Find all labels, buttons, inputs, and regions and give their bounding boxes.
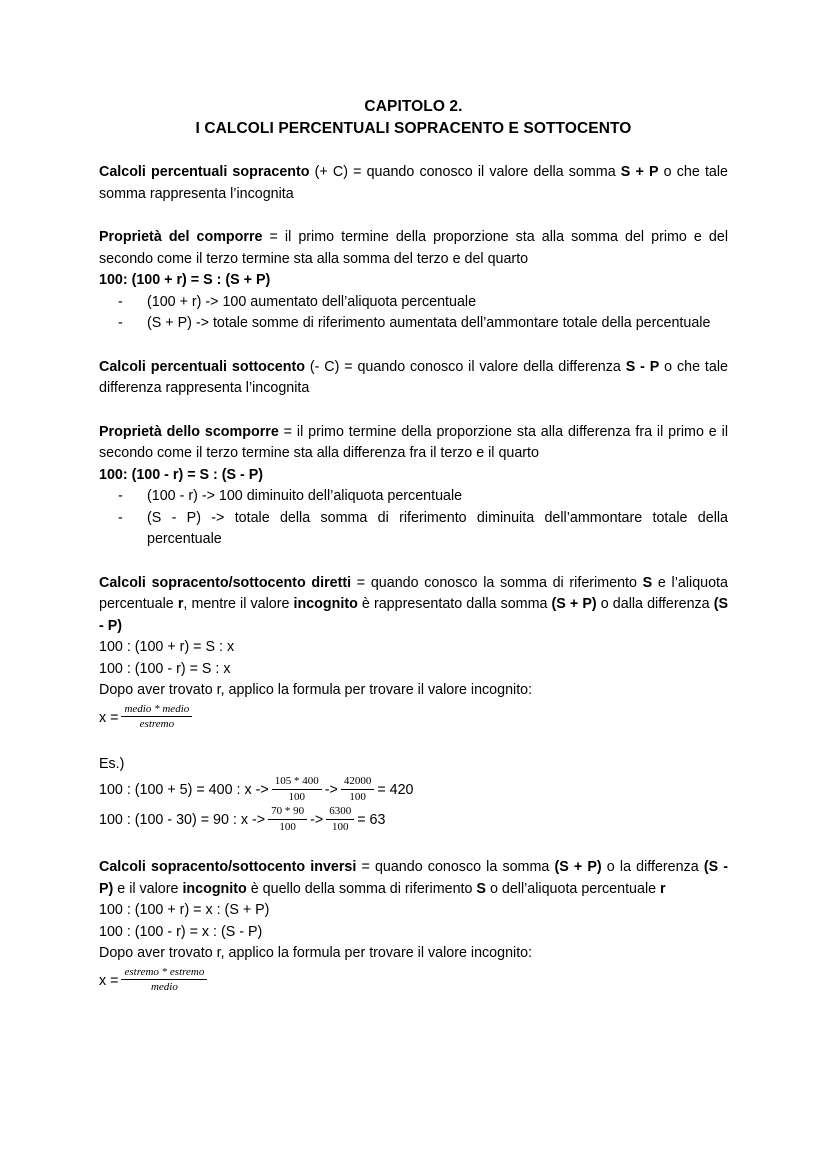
inversi-proportion-line-2: 100 : (100 - r) = x : (S - P) bbox=[99, 923, 263, 940]
esempio-label: Es.) bbox=[99, 755, 125, 772]
inversi-bold-3: incognito bbox=[182, 880, 247, 897]
esempio-arrow: -> bbox=[324, 782, 338, 799]
section-sottocento bbox=[99, 357, 728, 400]
inversi-text-1: = quando conosco la somma bbox=[356, 859, 555, 876]
scomporre-heading: Proprietà dello scomporre bbox=[99, 423, 279, 440]
fraction bbox=[268, 805, 307, 833]
esempio-result: = 420 bbox=[377, 782, 414, 799]
title-line-2: I CALCOLI PERCENTUALI SOPRACENTO E SOTTOCENTO bbox=[195, 120, 632, 137]
section-sopracento bbox=[99, 162, 728, 205]
diretti-text-1: = quando conosco la somma di riferimento bbox=[351, 574, 643, 591]
diretti-proportion-line-1: 100 : (100 + r) = S : x bbox=[99, 639, 235, 655]
esempio-row bbox=[99, 805, 728, 835]
fraction-denominator: medio bbox=[150, 981, 178, 994]
sopracento-text-1: (+ C) = quando conosco il valore della somma bbox=[309, 164, 621, 180]
diretti-bold-2: r bbox=[177, 596, 184, 612]
scomporre-bullet-list bbox=[99, 486, 728, 551]
esempio-arrow: -> bbox=[310, 812, 324, 829]
section-inversi bbox=[99, 857, 728, 900]
diretti-proportion-line-2: 100 : (100 - r) = S : x bbox=[99, 660, 231, 677]
inversi-bold-4: S bbox=[476, 880, 486, 897]
sopracento-text-2: o che tale somma rappresenta l’incognita bbox=[99, 164, 728, 202]
diretti-text-4: è rappresentato dalla somma bbox=[357, 596, 552, 612]
diretti-bold-1: S bbox=[642, 574, 653, 591]
diretti-note: Dopo aver trovato r, applico la formula per trovare il valore incognito: bbox=[99, 682, 533, 698]
sopracento-heading: Calcoli percentuali sopracento bbox=[99, 164, 310, 180]
fraction-numerator: 6300 bbox=[326, 805, 354, 820]
esempio-result: = 63 bbox=[357, 812, 386, 829]
fraction-numerator: 42000 bbox=[341, 775, 375, 790]
diretti-text-2: e l’aliquota percentuale bbox=[99, 574, 728, 612]
scomporre-formula: 100: (100 - r) = S : (S - P) bbox=[99, 466, 264, 483]
sopracento-bold-inline: S + P bbox=[620, 164, 659, 180]
diretti-bold-5: (S - P) bbox=[99, 596, 729, 634]
fraction-numerator: estremo * estremo bbox=[121, 966, 207, 981]
fraction-denominator: 100 bbox=[331, 820, 349, 833]
esempio-prefix: 100 : (100 + 5) = 400 : x -> bbox=[99, 782, 269, 799]
fraction bbox=[326, 805, 354, 833]
section-diretti bbox=[99, 573, 728, 638]
list-item: - (100 - r) -> 100 diminuito dell’aliquota percentuale bbox=[99, 486, 728, 508]
comporre-heading: Proprietà del comporre bbox=[99, 229, 263, 245]
sottocento-text-1: (- C) = quando conosco il valore della differenza bbox=[304, 358, 626, 375]
fraction-denominator: 100 bbox=[349, 790, 366, 803]
fraction bbox=[272, 775, 322, 803]
inversi-text-3: e il valore bbox=[113, 880, 183, 897]
inversi-formula bbox=[99, 967, 728, 995]
fraction-numerator: medio * medio bbox=[121, 703, 192, 718]
fraction-denominator: 100 bbox=[288, 790, 305, 803]
inversi-bold-5: r bbox=[660, 880, 666, 897]
diretti-heading: Calcoli sopracento/sottocento diretti bbox=[99, 574, 352, 591]
scomporre-text: = il primo termine della proporzione sta alla differenza fra il primo e il secondo come il terzo termine sta alla differenza fra il terzo e il quarto bbox=[99, 423, 728, 461]
inversi-note: Dopo aver trovato r, applico la formula per trovare il valore incognito: bbox=[99, 945, 533, 962]
diretti-formula bbox=[99, 704, 728, 732]
sottocento-heading: Calcoli percentuali sottocento bbox=[99, 358, 305, 375]
inversi-text-4: è quello della somma di riferimento bbox=[246, 880, 477, 897]
fraction-denominator: estremo bbox=[139, 718, 175, 731]
diretti-text-5: o dalla differenza bbox=[596, 596, 714, 612]
comporre-bullet-list bbox=[99, 292, 728, 335]
sottocento-bold-inline: S - P bbox=[625, 358, 660, 375]
inversi-text-2: o la differenza bbox=[601, 859, 704, 876]
list-item: - (S - P) -> totale della somma di riferimento diminuita dell’ammontare totale della percentuale bbox=[99, 508, 728, 551]
inversi-proportion-line-1: 100 : (100 + r) = x : (S + P) bbox=[99, 902, 270, 919]
diretti-text-3: , mentre il valore bbox=[183, 596, 294, 612]
fraction bbox=[121, 703, 192, 731]
inversi-text-5: o dell’aliquota percentuale bbox=[485, 880, 661, 897]
comporre-formula: 100: (100 + r) = S : (S + P) bbox=[99, 272, 271, 288]
diretti-bold-3: incognito bbox=[293, 596, 358, 612]
title-line-1: CAPITOLO 2. bbox=[364, 98, 463, 115]
fraction-numerator: 105 * 400 bbox=[272, 775, 322, 790]
list-item: - (100 + r) -> 100 aumentato dell’aliquota percentuale bbox=[99, 292, 728, 314]
fraction-numerator: 70 * 90 bbox=[268, 805, 307, 820]
sottocento-text-2: o che tale differenza rappresenta l’incognita bbox=[99, 358, 728, 396]
fraction bbox=[121, 966, 207, 994]
comporre-text: = il primo termine della proporzione sta alla somma del primo e del secondo come il terzo termine sta alla somma del terzo e del quarto bbox=[99, 229, 728, 267]
inversi-heading: Calcoli sopracento/sottocento inversi bbox=[99, 859, 357, 876]
esempio-prefix: 100 : (100 - 30) = 90 : x -> bbox=[99, 812, 266, 829]
diretti-formula-prefix: x = bbox=[99, 709, 119, 726]
inversi-bold-1: (S + P) bbox=[554, 859, 602, 876]
page-title bbox=[99, 96, 728, 140]
esempio-row bbox=[99, 775, 728, 805]
inversi-formula-prefix: x = bbox=[99, 972, 119, 989]
list-item: - (S + P) -> totale somme di riferimento aumentata dell’ammontare totale della percentuale bbox=[99, 313, 728, 335]
section-scomporre bbox=[99, 422, 728, 465]
fraction bbox=[341, 775, 375, 803]
diretti-bold-4: (S + P) bbox=[551, 596, 597, 612]
inversi-bold-2: (S - P) bbox=[99, 859, 729, 897]
section-comporre bbox=[99, 227, 728, 270]
fraction-denominator: 100 bbox=[279, 820, 296, 833]
